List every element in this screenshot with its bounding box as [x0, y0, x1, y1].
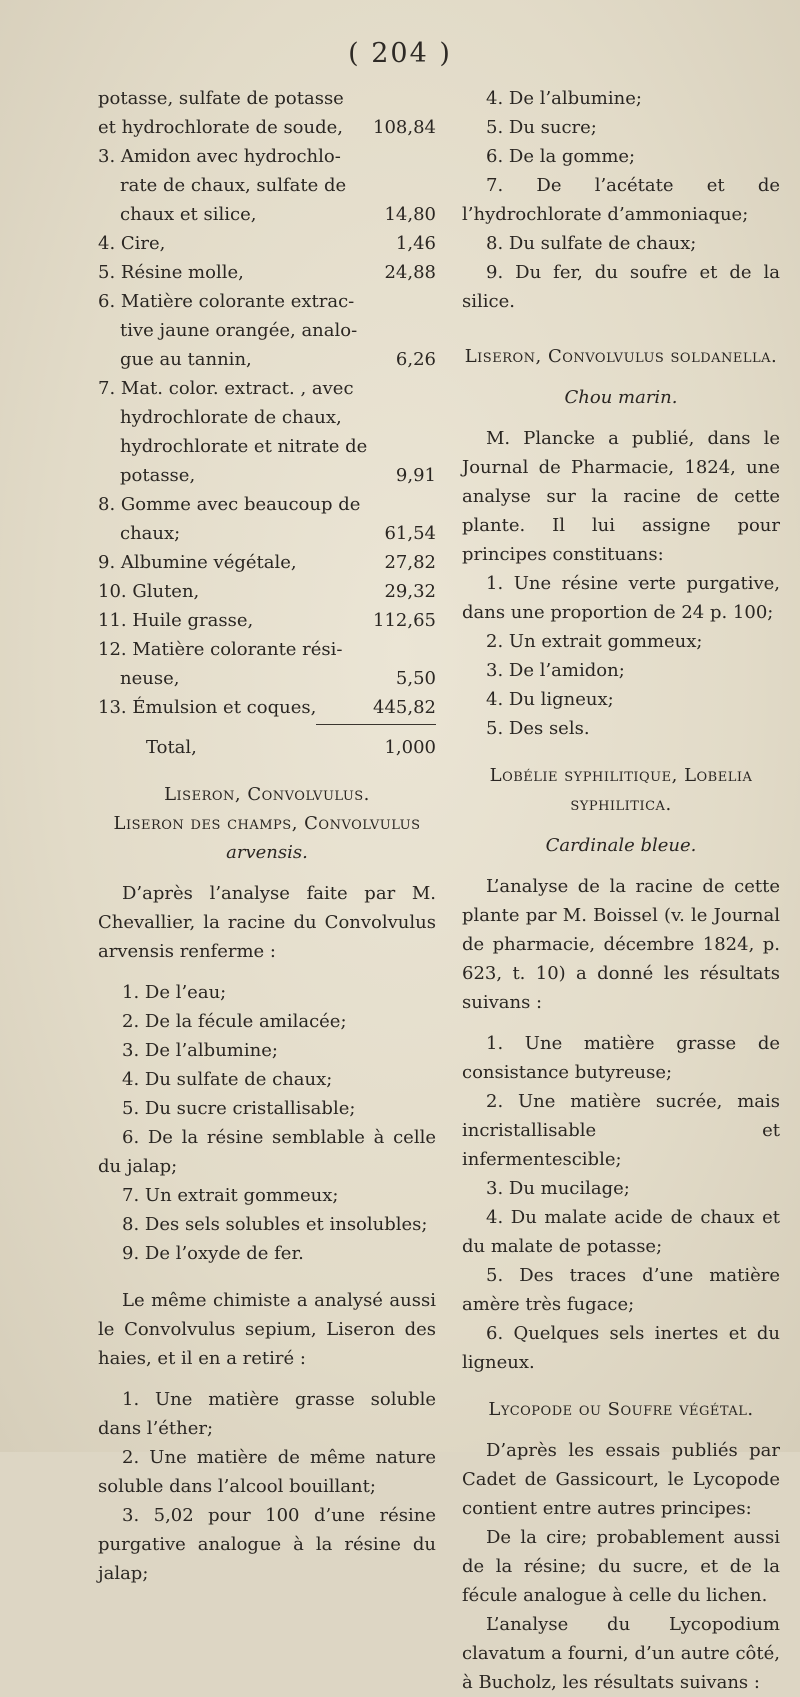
list-item: 3. Du mucilage; — [486, 1178, 630, 1199]
total-rule — [316, 724, 436, 725]
list-item: 1. Une matière grasse soluble dans l’éther; — [98, 1389, 436, 1439]
section-heading-soldanella: Liseron, Convolvulus soldanella. — [464, 346, 778, 367]
table-row — [98, 113, 436, 142]
table-row-value: 6,26 — [395, 349, 436, 370]
paragraph-plancke: M. Plancke a publié, dans le Journal de Pharmacie, 1824, une analyse sur la racine de cette plante. Il lui assigne pour principes constituans: — [462, 428, 780, 565]
list-item: 9. De l’oxyde de fer. — [122, 1243, 304, 1264]
analysis-list-continued — [462, 84, 780, 171]
table-row-label: 7. Mat. color. extract. , avec — [98, 378, 354, 399]
composition-table — [98, 84, 436, 722]
page-number: ( 204 ) — [348, 38, 452, 69]
section-heading-lobelie: Lobélie syphilitique, Lobelia syphilitica. — [489, 765, 753, 815]
list-item: 3. De l’amidon; — [486, 660, 625, 681]
table-row — [98, 664, 436, 693]
list-item: 9. Du fer, du soufre et de la silice. — [462, 262, 780, 312]
list-item: 3. 5,02 pour 100 d’une résine purgative analogue à la résine du jalap; — [98, 1505, 436, 1584]
table-row-label: potasse, — [120, 465, 196, 486]
subheading-chou-marin: Chou marin. — [564, 387, 678, 408]
table-row — [98, 374, 436, 403]
list-item: 2. Un extrait gommeux; — [486, 631, 703, 652]
table-row — [98, 258, 436, 287]
total-row — [98, 733, 436, 762]
table-row-value: 108,84 — [373, 117, 436, 138]
list-item: 2. De la fécule amilacée; — [122, 1011, 347, 1032]
table-row-label: et hydrochlorate de soude, — [98, 117, 344, 138]
total-label: Total, — [146, 737, 197, 758]
section-heading-liseron: Liseron, Convolvulus. — [164, 784, 370, 805]
list-item: 5. Du sucre cristallisable; — [122, 1098, 356, 1119]
list-item: 5. Du sucre; — [486, 117, 597, 138]
right-column — [462, 84, 780, 1697]
table-row-label: chaux; — [120, 523, 181, 544]
table-row-label: 9. Albumine végétale, — [98, 552, 297, 573]
table-row — [98, 577, 436, 606]
table-row-label: 3. Amidon avec hydrochlo- — [98, 146, 341, 167]
table-row-label: gue au tannin, — [120, 349, 252, 370]
table-row-value: 24,88 — [384, 262, 436, 283]
left-column — [98, 84, 436, 1588]
analysis-list-1b — [98, 1181, 436, 1268]
list-item: 6. Quelques sels inertes et du ligneux. — [462, 1323, 780, 1373]
paragraph-boissel: L’analyse de la racine de cette plante par M. Boissel (v. le Journal de pharmacie, décembre 1824, p. 623, t. 10) a donné les résultats suivans : — [462, 876, 780, 1013]
list-item: 6. De la gomme; — [486, 146, 636, 167]
table-row-value: 5,50 — [395, 668, 436, 689]
analysis-list-2 — [98, 1385, 436, 1588]
table-row — [98, 432, 436, 461]
table-row — [98, 606, 436, 635]
list-item: 1. De l’eau; — [122, 982, 227, 1003]
table-row-value: 14,80 — [384, 204, 436, 225]
table-row-value: 1,46 — [395, 233, 436, 254]
list-item: 6. De la résine semblable à celle du jalap; — [98, 1127, 436, 1177]
list-item: 4. Du malate acide de chaux et du malate de potasse; — [462, 1207, 780, 1257]
list-item: 7. Un extrait gommeux; — [122, 1185, 339, 1206]
table-row — [98, 316, 436, 345]
table-row-value: 445,82 — [373, 697, 436, 718]
table-row — [98, 142, 436, 171]
subheading-liseron-champs: Liseron des champs, Convolvulus — [113, 813, 421, 834]
list-item: 7. De l’acétate et de l’hydrochlorate d’ammoniaque; — [462, 175, 780, 225]
analysis-list-1 — [98, 978, 436, 1123]
analysis-list-boissel — [462, 1029, 780, 1377]
table-row-label: neuse, — [120, 668, 180, 689]
list-item: 8. Des sels solubles et insolubles; — [122, 1214, 428, 1235]
table-row-label: 12. Matière colorante rési- — [98, 639, 343, 660]
subheading-cardinale: Cardinale bleue. — [545, 835, 697, 856]
table-row — [98, 490, 436, 519]
table-row — [98, 229, 436, 258]
table-row-label: hydrochlorate de chaux, — [120, 407, 342, 428]
table-row-label: potasse, sulfate de potasse — [98, 88, 344, 109]
list-item: 4. Du sulfate de chaux; — [122, 1069, 333, 1090]
list-item: 5. Des sels. — [486, 718, 590, 739]
table-row-label: 8. Gomme avec beaucoup de — [98, 494, 361, 515]
table-row — [98, 635, 436, 664]
table-row-value: 61,54 — [384, 523, 436, 544]
table-row — [98, 548, 436, 577]
analysis-list-plancke — [462, 627, 780, 743]
table-row-label: 5. Résine molle, — [98, 262, 244, 283]
table-row — [98, 287, 436, 316]
table-row-value: 29,32 — [384, 581, 436, 602]
table-row-label: 11. Huile grasse, — [98, 610, 254, 631]
table-row-label: 4. Cire, — [98, 233, 166, 254]
list-item: 8. Du sulfate de chaux; — [486, 233, 697, 254]
table-row — [98, 519, 436, 548]
list-item: 1. Une résine verte purgative, dans une proportion de 24 p. 100; — [462, 573, 780, 623]
table-row — [98, 84, 436, 113]
table-row-label: 10. Gluten, — [98, 581, 200, 602]
table-row-label: rate de chaux, sulfate de — [120, 175, 347, 196]
section-heading-lycopode: Lycopode ou Soufre végétal. — [488, 1399, 754, 1420]
table-row-label: chaux et silice, — [120, 204, 257, 225]
table-row-value: 112,65 — [373, 610, 436, 631]
table-row — [98, 693, 436, 722]
paragraph-bucholz: L’analyse du Lycopodium clavatum a fourni, d’un autre côté, à Bucholz, les résultats suivans : — [462, 1614, 780, 1693]
paragraph-sepium: Le même chimiste a analysé aussi le Convolvulus sepium, Liseron des haies, et il en a retiré : — [98, 1290, 436, 1369]
list-item: 4. Du ligneux; — [486, 689, 614, 710]
table-row-label: 6. Matière colorante extrac- — [98, 291, 355, 312]
list-item: 2. Une matière de même nature soluble dans l’alcool bouillant; — [98, 1447, 436, 1497]
table-row-label: tive jaune orangée, analo- — [120, 320, 358, 341]
paragraph-cadet: D’après les essais publiés par Cadet de Gassicourt, le Lycopode contient entre autres principes: — [462, 1440, 780, 1519]
table-row-label: hydrochlorate et nitrate de — [120, 436, 368, 457]
table-row — [98, 171, 436, 200]
table-row-label: 13. Émulsion et coques, — [98, 697, 317, 718]
list-item: 4. De l’albumine; — [486, 88, 642, 109]
table-row-value: 9,91 — [395, 465, 436, 486]
list-item: 2. Une matière sucrée, mais incristallisable et infermentescible; — [462, 1091, 780, 1170]
table-row — [98, 200, 436, 229]
table-row — [98, 345, 436, 374]
list-item: 5. Des traces d’une matière amère très fugace; — [462, 1265, 780, 1315]
total-value: 1,000 — [384, 737, 436, 758]
subheading-arvensis: arvensis. — [226, 842, 308, 863]
table-row — [98, 461, 436, 490]
table-row-value: 27,82 — [384, 552, 436, 573]
list-item: 3. De l’albumine; — [122, 1040, 278, 1061]
paragraph-cire: De la cire; probablement aussi de la résine; du sucre, et de la fécule analogue à celle du lichen. — [462, 1527, 780, 1606]
table-row — [98, 403, 436, 432]
analysis-list-continued-b — [462, 229, 780, 316]
list-item: 1. Une matière grasse de consistance butyreuse; — [462, 1033, 780, 1083]
intro-paragraph: D’après l’analyse faite par M. Chevallier, la racine du Convolvulus arvensis renferme : — [98, 883, 436, 962]
